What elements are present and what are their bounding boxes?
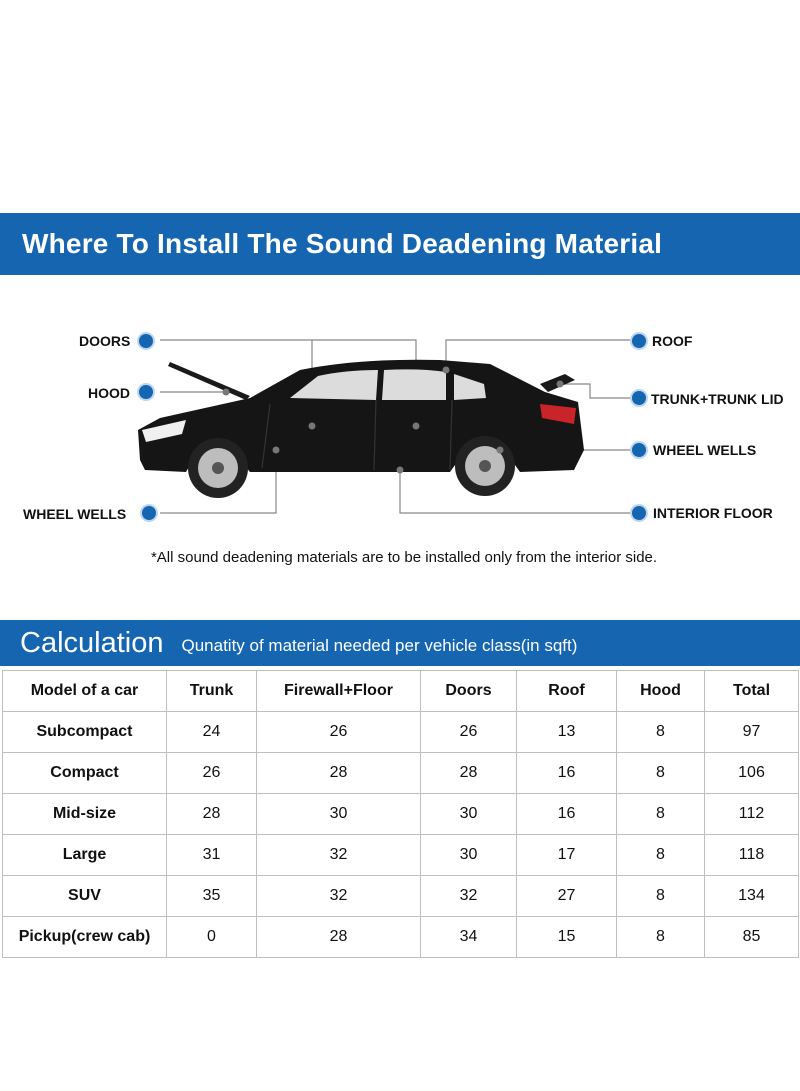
cell-roof: 15 [517, 917, 617, 958]
dot-interior-floor [632, 506, 646, 520]
cell-trunk: 0 [167, 917, 257, 958]
cell-doors: 30 [421, 794, 517, 835]
cell-hood: 8 [617, 835, 705, 876]
label-wheel-wells-left: WHEEL WELLS [23, 506, 127, 522]
cell-trunk: 31 [167, 835, 257, 876]
cell-model: Compact [3, 753, 167, 794]
label-doors: DOORS [79, 333, 131, 349]
table-row [3, 753, 799, 794]
car-diagram [0, 300, 800, 540]
table-row [3, 835, 799, 876]
cell-trunk: 35 [167, 876, 257, 917]
leader-trunk [560, 384, 630, 398]
table-row [3, 794, 799, 835]
cell-firewall-floor: 28 [257, 917, 421, 958]
cell-hood: 8 [617, 917, 705, 958]
cell-total: 112 [705, 794, 799, 835]
dot-hood [139, 385, 153, 399]
cell-trunk: 28 [167, 794, 257, 835]
cell-hood: 8 [617, 753, 705, 794]
install-banner [0, 213, 800, 275]
cell-roof: 13 [517, 712, 617, 753]
label-wheel-wells-right: WHEEL WELLS [653, 442, 757, 458]
cell-firewall-floor: 28 [257, 753, 421, 794]
cell-roof: 16 [517, 794, 617, 835]
cell-trunk: 26 [167, 753, 257, 794]
dot-wheel-wells-right [632, 443, 646, 457]
table-row [3, 712, 799, 753]
cell-hood: 8 [617, 794, 705, 835]
header-doors: Doors [421, 671, 517, 712]
table-row [3, 876, 799, 917]
cell-total: 97 [705, 712, 799, 753]
dot-trunk [632, 391, 646, 405]
calculation-subtitle: Qunatity of material needed per vehicle class(in sqft) [181, 636, 578, 655]
dot-doors [139, 334, 153, 348]
cell-total: 118 [705, 835, 799, 876]
cell-roof: 16 [517, 753, 617, 794]
header-total: Total [705, 671, 799, 712]
cell-doors: 28 [421, 753, 517, 794]
cell-firewall-floor: 32 [257, 835, 421, 876]
label-hood: HOOD [88, 385, 130, 401]
cell-firewall-floor: 30 [257, 794, 421, 835]
cell-roof: 17 [517, 835, 617, 876]
install-note: *All sound deadening materials are to be installed only from the interior side. [150, 549, 658, 566]
cell-trunk: 24 [167, 712, 257, 753]
cell-hood: 8 [617, 876, 705, 917]
cell-model: SUV [3, 876, 167, 917]
header-roof: Roof [517, 671, 617, 712]
cell-model: Subcompact [3, 712, 167, 753]
cell-doors: 26 [421, 712, 517, 753]
cell-model: Large [3, 835, 167, 876]
label-roof: ROOF [652, 333, 693, 349]
cell-roof: 27 [517, 876, 617, 917]
cell-total: 106 [705, 753, 799, 794]
label-trunk: TRUNK+TRUNK LID [651, 391, 784, 407]
table-row [3, 917, 799, 958]
header-trunk: Trunk [167, 671, 257, 712]
cell-model: Mid-size [3, 794, 167, 835]
header-model: Model of a car [3, 671, 167, 712]
cell-total: 85 [705, 917, 799, 958]
cell-firewall-floor: 32 [257, 876, 421, 917]
calculation-banner [0, 620, 800, 666]
cell-doors: 30 [421, 835, 517, 876]
header-hood: Hood [617, 671, 705, 712]
cell-total: 134 [705, 876, 799, 917]
label-interior-floor: INTERIOR FLOOR [653, 505, 773, 521]
header-firewall-floor: Firewall+Floor [257, 671, 421, 712]
dot-wheel-wells-left [142, 506, 156, 520]
cell-doors: 34 [421, 917, 517, 958]
dot-roof [632, 334, 646, 348]
calculation-table [2, 670, 799, 958]
cell-firewall-floor: 26 [257, 712, 421, 753]
install-title: Where To Install The Sound Deadening Material [22, 228, 663, 259]
cell-hood: 8 [617, 712, 705, 753]
cell-doors: 32 [421, 876, 517, 917]
cell-model: Pickup(crew cab) [3, 917, 167, 958]
car-body [138, 360, 584, 498]
table-header-row [3, 671, 799, 712]
leader-interior-floor [400, 470, 630, 513]
calculation-title: Calculation [20, 626, 164, 659]
